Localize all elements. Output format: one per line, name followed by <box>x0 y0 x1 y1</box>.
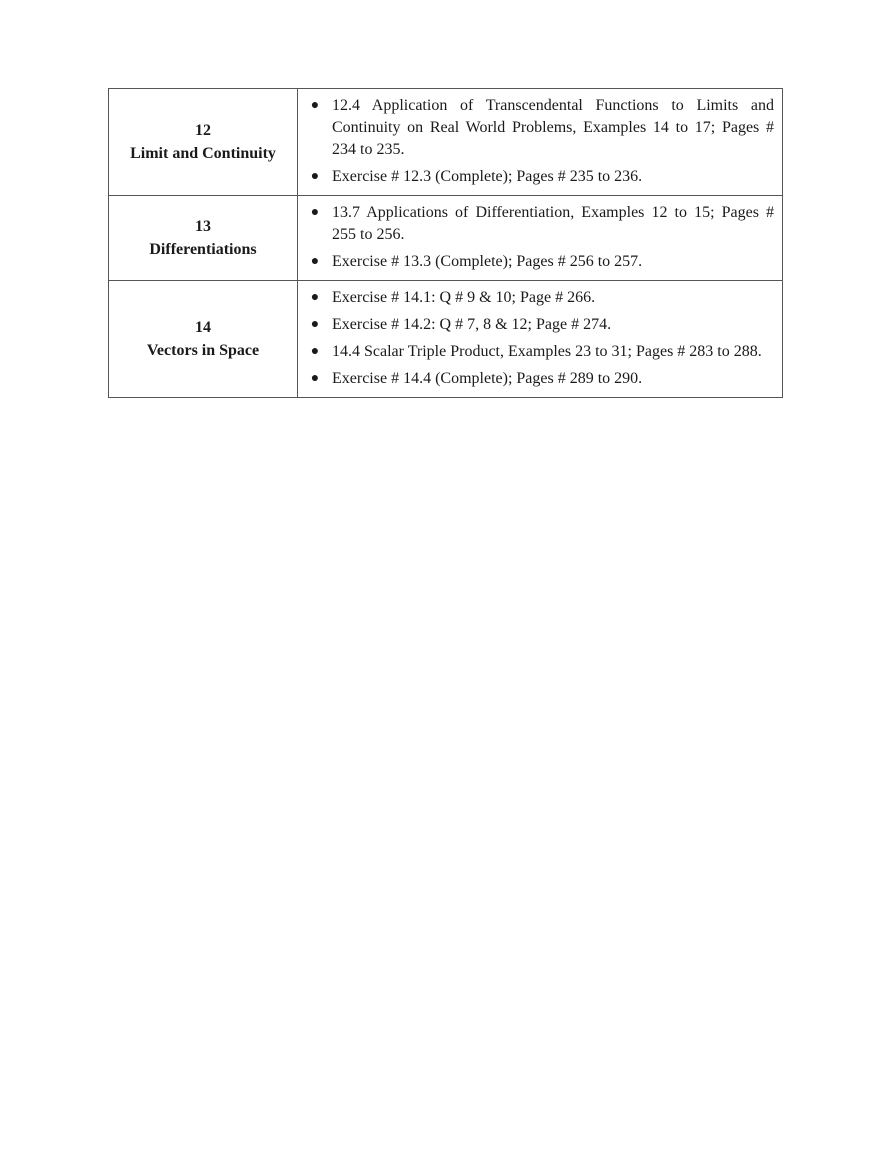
topic-text: Exercise # 14.4 (Complete); Pages # 289 to 290. <box>332 370 643 387</box>
topic-text: Exercise # 14.2: Q # 7, 8 & 12; Page # 274. <box>332 316 612 333</box>
list-item <box>306 202 774 246</box>
bullet-icon: ● <box>310 344 320 359</box>
list-item <box>306 314 774 336</box>
chapter-number: 12 <box>195 122 211 139</box>
list-item <box>306 287 774 309</box>
list-item <box>306 166 774 188</box>
topic-text: Exercise # 14.1: Q # 9 & 10; Page # 266. <box>332 289 596 306</box>
topic-text: 12.4 Application of Transcendental Functions to Limits and Continuity on Real World Problems, Examples 14 to 17; Pages # 234 to 235. <box>332 97 774 158</box>
topics-cell <box>298 281 783 398</box>
topic-list <box>306 287 774 390</box>
topic-text: Exercise # 12.3 (Complete); Pages # 235 to 236. <box>332 168 643 185</box>
topic-text: Exercise # 13.3 (Complete); Pages # 256 to 257. <box>332 253 643 270</box>
chapter-title: Limit and Continuity <box>130 145 276 162</box>
bullet-icon: ● <box>310 317 320 332</box>
chapter-cell <box>109 196 298 281</box>
topic-list <box>306 95 774 188</box>
chapter-number: 14 <box>195 319 211 336</box>
topic-list <box>306 202 774 273</box>
bullet-icon: ● <box>310 254 320 269</box>
chapter-number: 13 <box>195 218 211 235</box>
topics-cell <box>298 196 783 281</box>
chapter-cell <box>109 89 298 196</box>
bullet-icon: ● <box>310 205 320 220</box>
chapter-title: Differentiations <box>149 241 257 258</box>
list-item <box>306 251 774 273</box>
list-item <box>306 95 774 161</box>
table-row <box>109 196 783 281</box>
topic-text: 13.7 Applications of Differentiation, Examples 12 to 15; Pages # 255 to 256. <box>332 204 774 243</box>
bullet-icon: ● <box>310 290 320 305</box>
chapter-title: Vectors in Space <box>146 342 260 359</box>
bullet-icon: ● <box>310 169 320 184</box>
table-row <box>109 89 783 196</box>
table-row <box>109 281 783 398</box>
bullet-icon: ● <box>310 371 320 386</box>
chapter-cell <box>109 281 298 398</box>
topic-text: 14.4 Scalar Triple Product, Examples 23 to 31; Pages # 283 to 288. <box>332 343 762 360</box>
list-item <box>306 341 774 363</box>
bullet-icon: ● <box>310 98 320 113</box>
list-item <box>306 368 774 390</box>
topics-cell <box>298 89 783 196</box>
syllabus-table <box>108 88 783 398</box>
